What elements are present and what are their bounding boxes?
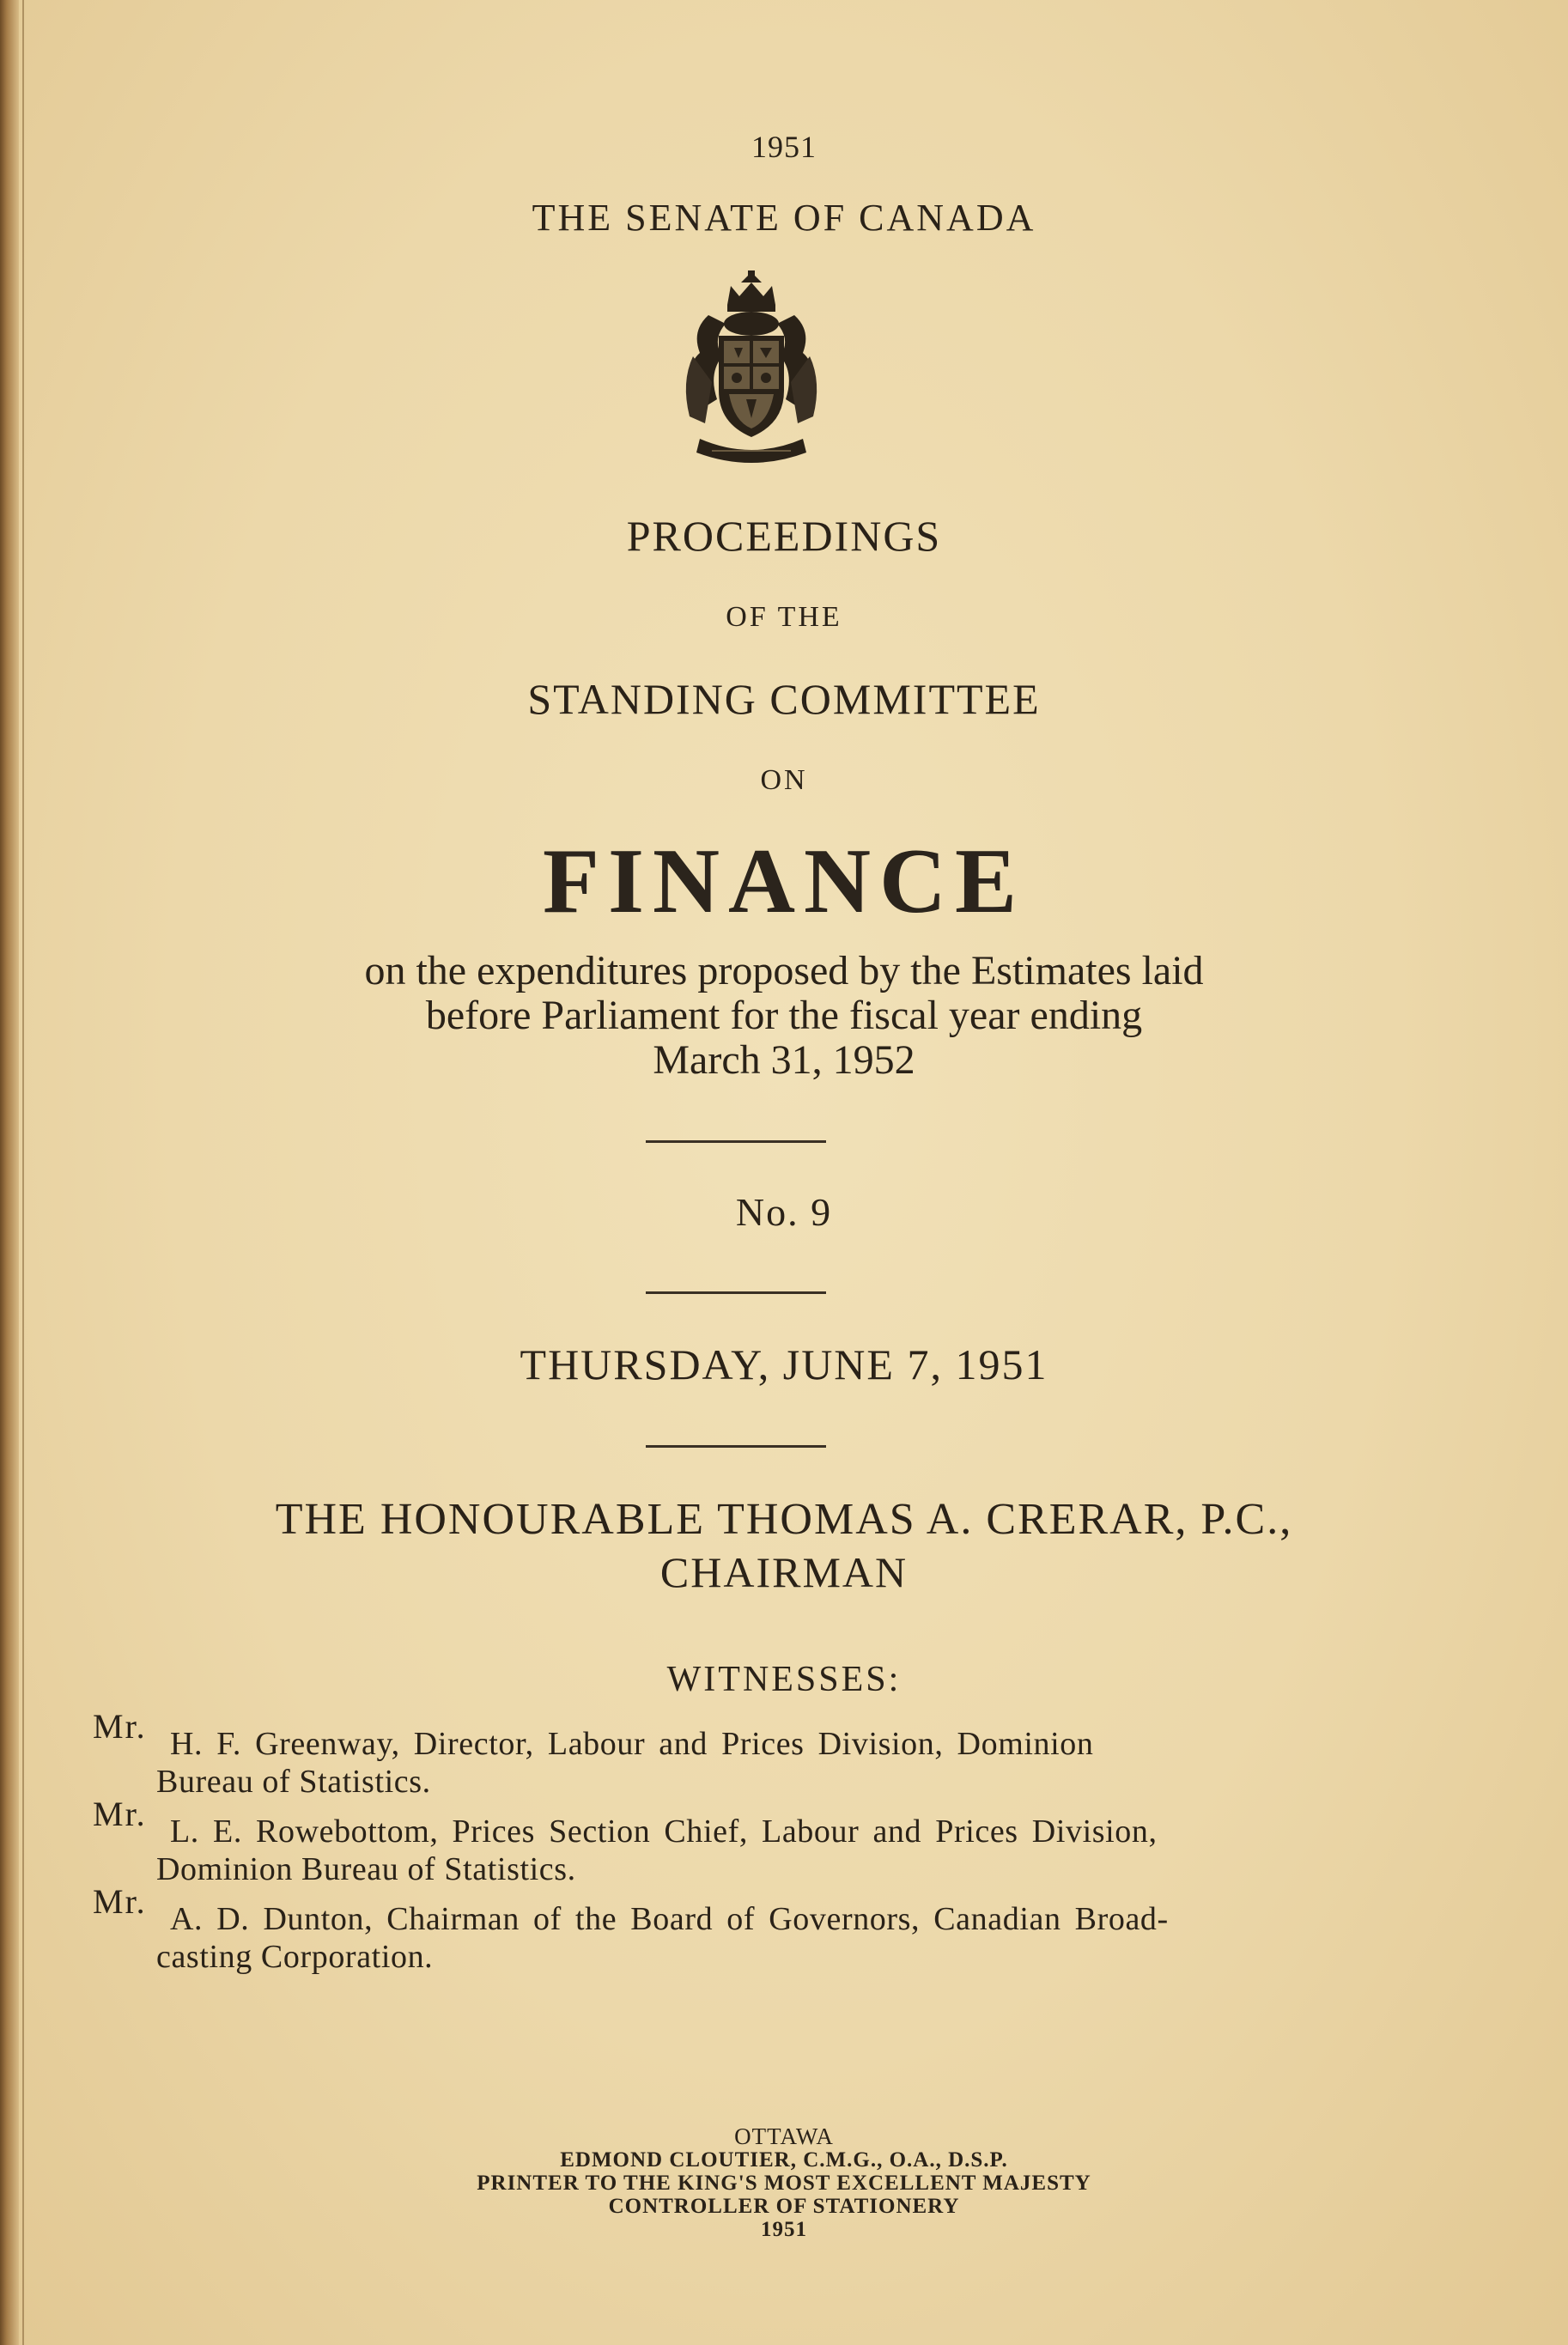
witness-prefix: Mr.: [93, 1795, 147, 1833]
divider: [646, 1291, 826, 1294]
witnesses-heading: WITNESSES:: [666, 1660, 902, 1699]
subject-title: FINANCE: [542, 830, 1025, 933]
imprint-office: CONTROLLER OF STATIONERY: [608, 2195, 960, 2218]
header-year: 1951: [751, 130, 817, 164]
witness-line: A. D. Dunton, Chairman of the Board of Governors, Canadian Broad-: [170, 1901, 1169, 1937]
divider: [646, 1140, 826, 1143]
subtitle-line: on the expenditures proposed by the Estimates laid: [364, 948, 1204, 993]
subtitle-line: before Parliament for the fiscal year ending: [425, 993, 1143, 1038]
witness-line: L. E. Rowebottom, Prices Section Chief, Labour and Prices Division,: [170, 1813, 1158, 1850]
imprint-printer: EDMOND CLOUTIER, C.M.G., O.A., D.S.P.: [560, 2148, 1008, 2172]
binding-line: [22, 0, 24, 2345]
on-label: ON: [760, 764, 808, 796]
of-the-label: OF THE: [726, 601, 842, 633]
witness-line: H. F. Greenway, Director, Labour and Prices Division, Dominion: [170, 1726, 1094, 1762]
binding-edge: [0, 0, 19, 2345]
witness-line: Bureau of Statistics.: [156, 1764, 431, 1800]
chair-name: THE HONOURABLE THOMAS A. CRERAR, P.C.,: [275, 1495, 1293, 1544]
chair-title: CHAIRMAN: [659, 1548, 909, 1596]
imprint-role: PRINTER TO THE KING'S MOST EXCELLENT MAJESTY: [477, 2172, 1091, 2195]
coat-of-arms-icon: [674, 270, 829, 472]
witness-prefix: Mr.: [93, 1707, 147, 1746]
committee-heading: STANDING COMMITTEE: [527, 675, 1041, 723]
imprint-city: OTTAWA: [734, 2123, 834, 2149]
imprint-year: 1951: [761, 2218, 807, 2241]
proceedings-heading: PROCEEDINGS: [626, 512, 942, 560]
issue-number: No. 9: [735, 1190, 833, 1234]
subtitle-line: March 31, 1952: [653, 1037, 915, 1083]
witness-line: casting Corporation.: [156, 1939, 434, 1975]
divider: [646, 1445, 826, 1448]
witness-prefix: Mr.: [93, 1882, 147, 1921]
institution-name: THE SENATE OF CANADA: [532, 197, 1036, 239]
witness-line: Dominion Bureau of Statistics.: [156, 1851, 576, 1887]
printer-imprint: [0, 2125, 1568, 2241]
issue-date: THURSDAY, JUNE 7, 1951: [520, 1340, 1048, 1388]
subtitle-block: [0, 949, 1568, 1083]
